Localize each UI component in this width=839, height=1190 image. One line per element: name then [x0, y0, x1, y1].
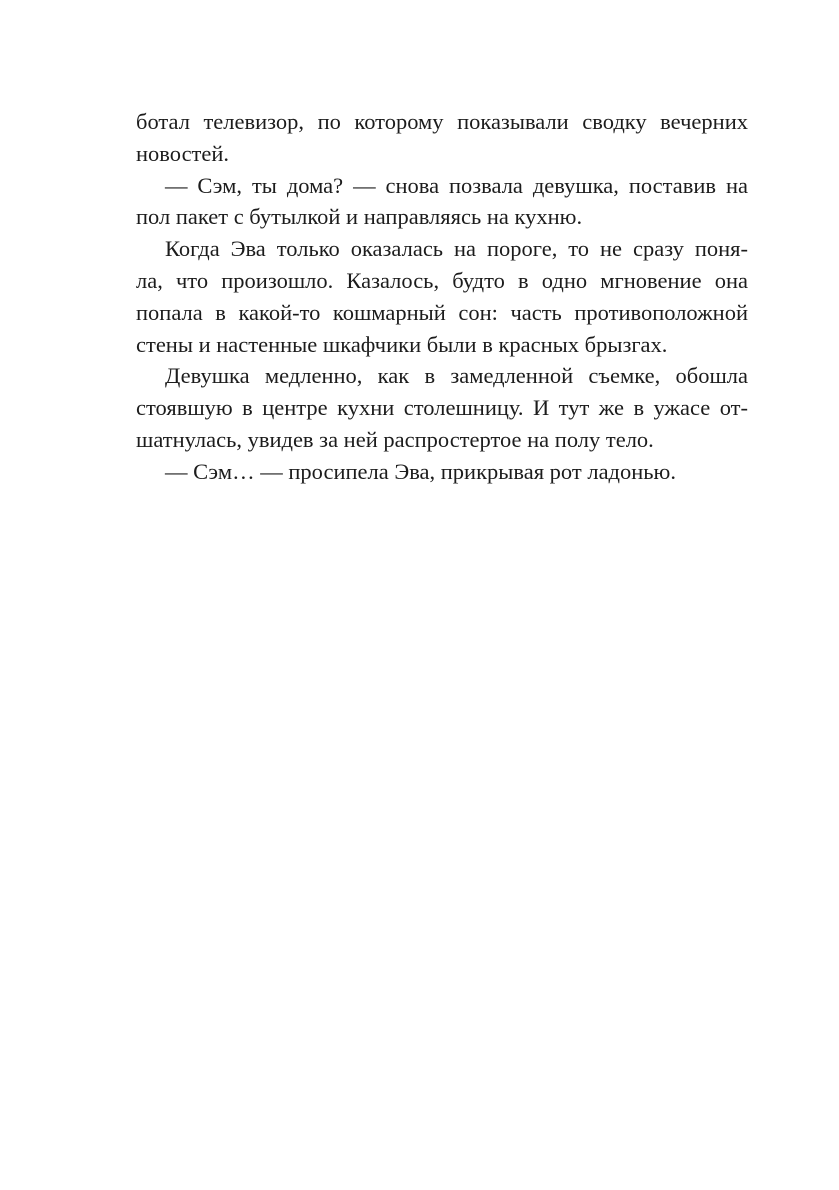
text-line: ботал телевизор, по которому показывали сводку вечерних: [136, 109, 748, 134]
paragraph-first-line: Когда Эва только оказалась на пороге, то не сразу поня-: [165, 236, 748, 262]
text-line: ла, что произошло. Казалось, будто в одно мгновение она: [136, 267, 748, 293]
text-line: попала в какой-то кошмарный сон: часть противоположной: [136, 299, 748, 325]
text-line: новостей.: [136, 140, 230, 166]
text-line: пол пакет с бутылкой и направляясь на кухню.: [136, 204, 583, 230]
text-line: шатнулась, увидев за ней распростертое на полу тело.: [136, 426, 654, 452]
text-line: стоявшую в центре кухни столешницу. И тут же в ужасе от-: [136, 395, 748, 421]
paragraph-first-line: Девушка медленно, как в замедленной съемке, обошла: [165, 363, 748, 389]
paragraph-first-line: — Сэм… — просипела Эва, прикрывая рот ладонью.: [165, 458, 676, 484]
text-line: стены и настенные шкафчики были в красных брызгах.: [136, 331, 668, 357]
paragraph-first-line: — Сэм, ты дома? — снова позвала девушка, поставив на: [165, 172, 748, 198]
body-text: [136, 106, 748, 488]
